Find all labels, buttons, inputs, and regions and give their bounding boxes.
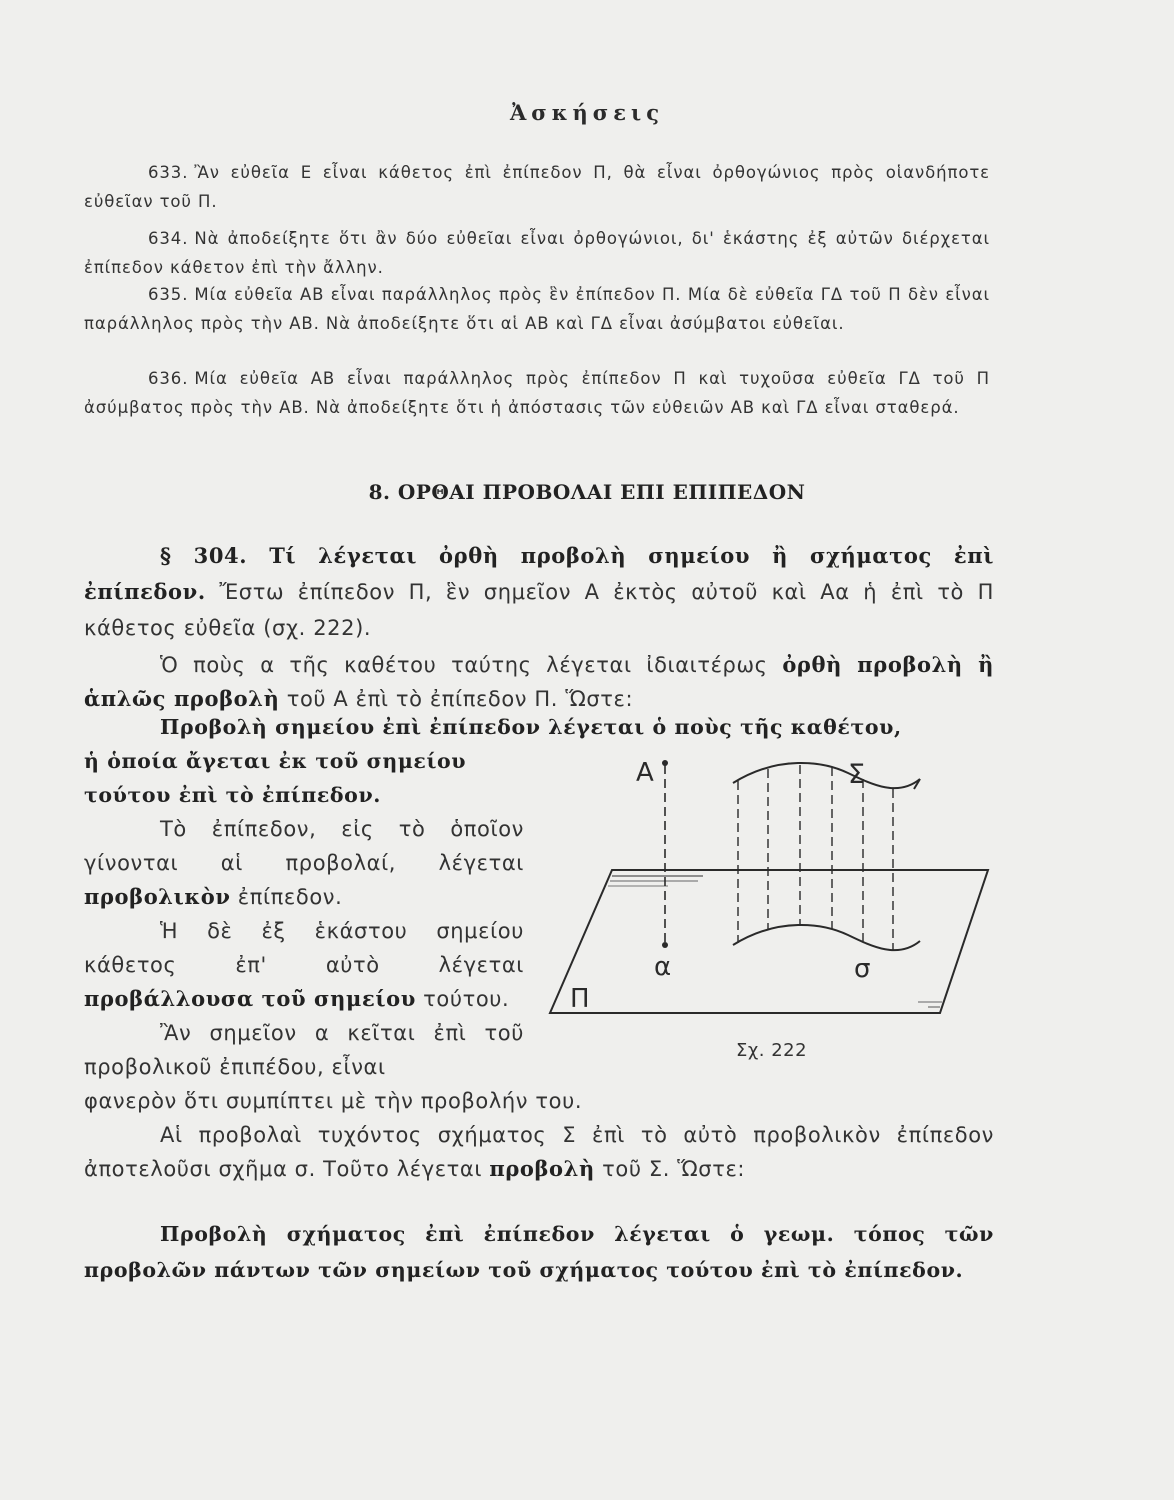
section-title: 8. ΟΡΘΑΙ ΠΡΟΒΟΛΑΙ ΕΠΙ ΕΠΙΠΕΔΟΝ [368, 480, 806, 504]
exercise-633: 633. Ἂν εὐθεῖα Ε εἶναι κάθετος ἐπὶ ἐπίπεδον Π, θὰ εἶναι ὀρθογώνιος πρὸς οἱανδήποτε εὐθεῖαν τοῦ Π. [84, 163, 990, 211]
exercise-634: 634. Νὰ ἀποδείξητε ὅτι ἂν δύο εὐθεῖαι εἶναι ὀρθογώνιοι, δι' ἑκάστης ἐξ αὐτῶν διέρχεται ἐπίπεδον κάθετον ἐπὶ τὴν ἄλλην. [84, 229, 990, 277]
curve-sigma [733, 925, 920, 950]
paragraph-projecting-line: Ἡ δὲ ἐξ ἑκάστου σημείου κάθετος ἐπ' αὐτὸ λέγεται προβάλλουσα τοῦ σημείου τούτου. [84, 919, 524, 1011]
paragraph-304-heading: § 304. Τί λέγεται ὀρθὴ προβολὴ σημείου ἢ σχήματος ἐπὶ ἐπίπεδον. [84, 543, 994, 604]
definition-point-line3: τούτου ἐπὶ τὸ ἐπίπεδον. [84, 783, 382, 807]
exercise-636: 636. Μία εὐθεῖα ΑΒ εἶναι παράλληλος πρὸς ἐπίπεδον Π καὶ τυχοῦσα εὐθεῖα ΓΔ τοῦ Π ἀσύμβατος πρὸς τὴν ΑΒ. Νὰ ἀποδείξητε ὅτι ἡ ἀπόστασις τῶν εὐθειῶν ΑΒ καὶ ΓΔ εἶναι σταθερά. [84, 369, 990, 417]
exercise-635: 635. Μία εὐθεῖα ΑΒ εἶναι παράλληλος πρὸς ἓν ἐπίπεδον Π. Μία δὲ εὐθεῖα ΓΔ τοῦ Π δὲν εἶναι παράλληλος πρὸς τὴν ΑΒ. Νὰ ἀποδείξητε ὅτι αἱ ΑΒ καὶ ΓΔ εἶναι ἀσύμβατοι εὐθεῖαι. [84, 285, 990, 333]
point-alpha [662, 942, 668, 948]
definition-point-line1: Προβολὴ σημείου ἐπὶ ἐπίπεδον λέγεται ὁ ποὺς τῆς καθέτου, [160, 715, 902, 739]
plane-pi [550, 870, 988, 1013]
label-A: Α [636, 758, 654, 788]
label-sigma: σ [854, 954, 871, 984]
curve-Sigma [733, 763, 920, 788]
point-A [662, 760, 668, 766]
label-Sigma: Σ [848, 759, 866, 790]
figure-caption: Σχ. 222 [736, 1040, 808, 1061]
paragraph-point-on-plane: Ἂν σημεῖον α κεῖται ἐπὶ τοῦ προβολικοῦ ἐπιπέδου, εἶναι [84, 1021, 524, 1079]
label-alpha: α [654, 952, 672, 982]
paragraph-point-on-plane-cont: φανερὸν ὅτι συμπίπτει μὲ τὴν προβολήν του. [84, 1089, 583, 1113]
paragraph-projective-plane: Τὸ ἐπίπεδον, εἰς τὸ ὁποῖον γίνονται αἱ προβολαί, λέγεται προβολικὸν ἐπίπεδον. [84, 817, 524, 909]
label-Pi: Π [570, 984, 590, 1014]
definition-point-line2: ἡ ὁποία ἄγεται ἐκ τοῦ σημείου [84, 749, 467, 773]
paragraph-shape-projection: Αἱ προβολαὶ τυχόντος σχήματος Σ ἐπὶ τὸ αὐτὸ προβολικὸν ἐπίπεδον ἀποτελοῦσι σχῆμα σ. Τοῦτο λέγεται προβολὴ τοῦ Σ. Ὥστε: [84, 1123, 994, 1181]
exercises-heading: Ἀσκήσεις [510, 100, 664, 125]
definition-shape-projection: Προβολὴ σχήματος ἐπὶ ἐπίπεδον λέγεται ὁ γεωμ. τόπος τῶν προβολῶν πάντων τῶν σημείων τοῦ σχήματος τούτου ἐπὶ τὸ ἐπίπεδον. [84, 1222, 994, 1282]
paragraph-foot: Ὁ ποὺς α τῆς καθέτου ταύτης λέγεται ἰδιαιτέρως ὀρθὴ προβολὴ ἢ ἁπλῶς προβολὴ τοῦ Α ἐπὶ τὸ ἐπίπεδον Π. Ὥστε: [84, 652, 994, 711]
projection-diagram [548, 745, 1008, 1075]
paragraph-304: § 304. Τί λέγεται ὀρθὴ προβολὴ σημείου ἢ σχήματος ἐπὶ ἐπίπεδον. Ἔστω ἐπίπεδον Π, ἓν σημεῖον Α ἐκτὸς αὐτοῦ καὶ Αα ἡ ἐπὶ τὸ Π κάθετος εὐθεῖα (σχ. 222). [84, 543, 994, 640]
figure-222 [548, 745, 1008, 1075]
